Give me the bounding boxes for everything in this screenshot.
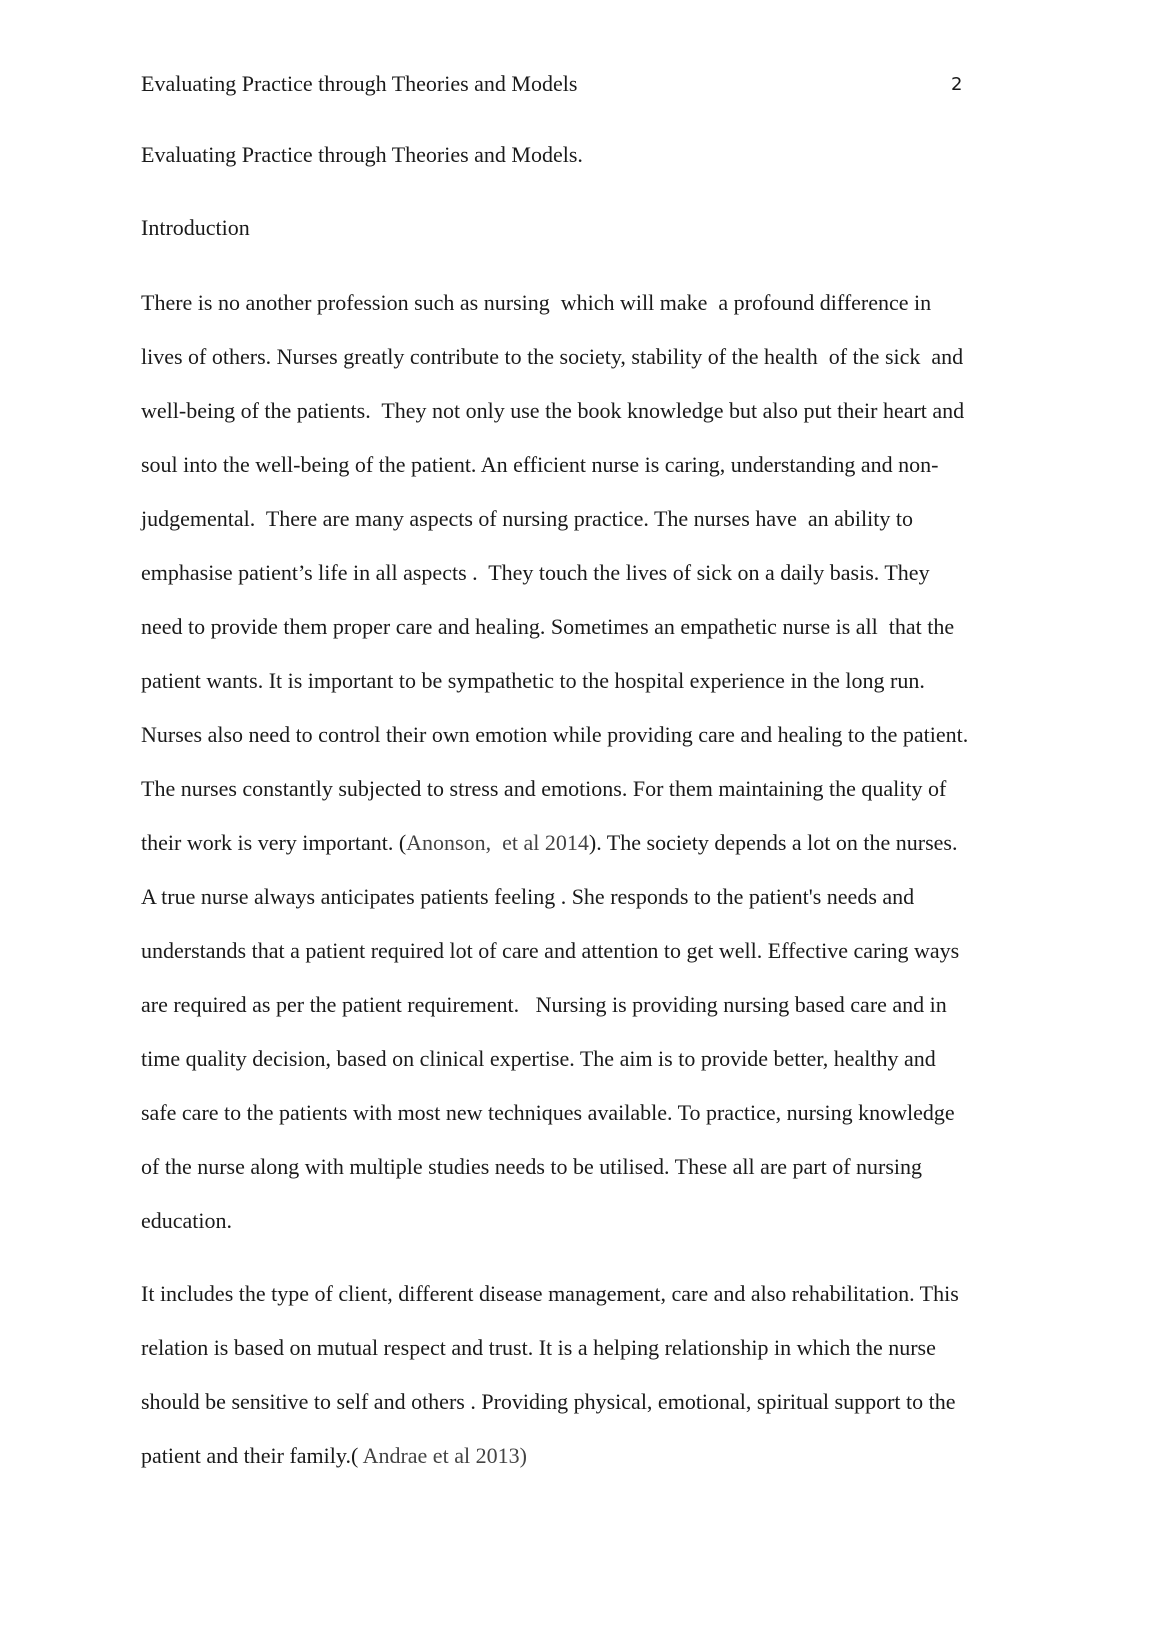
paragraph-line: There is no another profession such as nursing which will make a profound difference in	[141, 290, 932, 315]
line-text: patient and their family.(	[141, 1443, 359, 1468]
paragraph-line: soul into the well-being of the patient. An efficient nurse is caring, understanding and non-	[141, 452, 939, 477]
paragraph-line: patient wants. It is important to be sympathetic to the hospital experience in the long run.	[141, 668, 925, 693]
paragraph-line: well-being of the patients. They not only use the book knowledge but also put their heart and	[141, 398, 965, 423]
running-header-title: Evaluating Practice through Theories and Models	[141, 71, 578, 96]
paragraph-line: The nurses constantly subjected to stress and emotions. For them maintaining the quality of	[141, 776, 947, 801]
page-number: 2	[951, 74, 963, 95]
line-text: their work is very important. (	[141, 830, 407, 855]
paragraph-line: time quality decision, based on clinical expertise. The aim is to provide better, healthy and	[141, 1046, 936, 1071]
paragraph-line: relation is based on mutual respect and trust. It is a helping relationship in which the nurse	[141, 1335, 936, 1360]
paragraph-line: emphasise patient’s life in all aspects . They touch the lives of sick on a daily basis. They	[141, 560, 930, 585]
paragraph-line: safe care to the patients with most new techniques available. To practice, nursing knowledge	[141, 1100, 955, 1125]
paragraph-line: lives of others. Nurses greatly contribute to the society, stability of the health of the sick and	[141, 344, 964, 369]
introduction-paragraph-1	[141, 276, 968, 1248]
citation-andrae: Andrae et al 2013)	[358, 1443, 527, 1468]
paragraph-line: education.	[141, 1208, 233, 1233]
paragraph-line: need to provide them proper care and healing. Sometimes an empathetic nurse is all that the	[141, 614, 955, 639]
paragraph-line: judgemental. There are many aspects of nursing practice. The nurses have an ability to	[141, 506, 913, 531]
introduction-paragraph-2	[141, 1267, 959, 1483]
line-text: ). The society depends a lot on the nurses.	[588, 830, 958, 855]
paragraph-line: A true nurse always anticipates patients feeling . She responds to the patient's needs and	[141, 884, 915, 909]
document-title: Evaluating Practice through Theories and Models.	[141, 142, 583, 167]
section-heading-introduction: Introduction	[141, 215, 250, 240]
paragraph-line: Nurses also need to control their own emotion while providing care and healing to the patient.	[141, 722, 969, 747]
paragraph-line-with-citation	[141, 816, 968, 870]
citation-anonson: Anonson, et al 2014	[406, 830, 589, 855]
paragraph-line: of the nurse along with multiple studies needs to be utilised. These all are part of nursing	[141, 1154, 923, 1179]
paragraph-line: are required as per the patient requirement. Nursing is providing nursing based care and in	[141, 992, 947, 1017]
paragraph-line: understands that a patient required lot of care and attention to get well. Effective caring ways	[141, 938, 960, 963]
paragraph-line: It includes the type of client, different disease management, care and also rehabilitation. This	[141, 1281, 959, 1306]
paragraph-line: should be sensitive to self and others . Providing physical, emotional, spiritual support to the	[141, 1389, 956, 1414]
paragraph-line-with-citation	[141, 1429, 959, 1483]
